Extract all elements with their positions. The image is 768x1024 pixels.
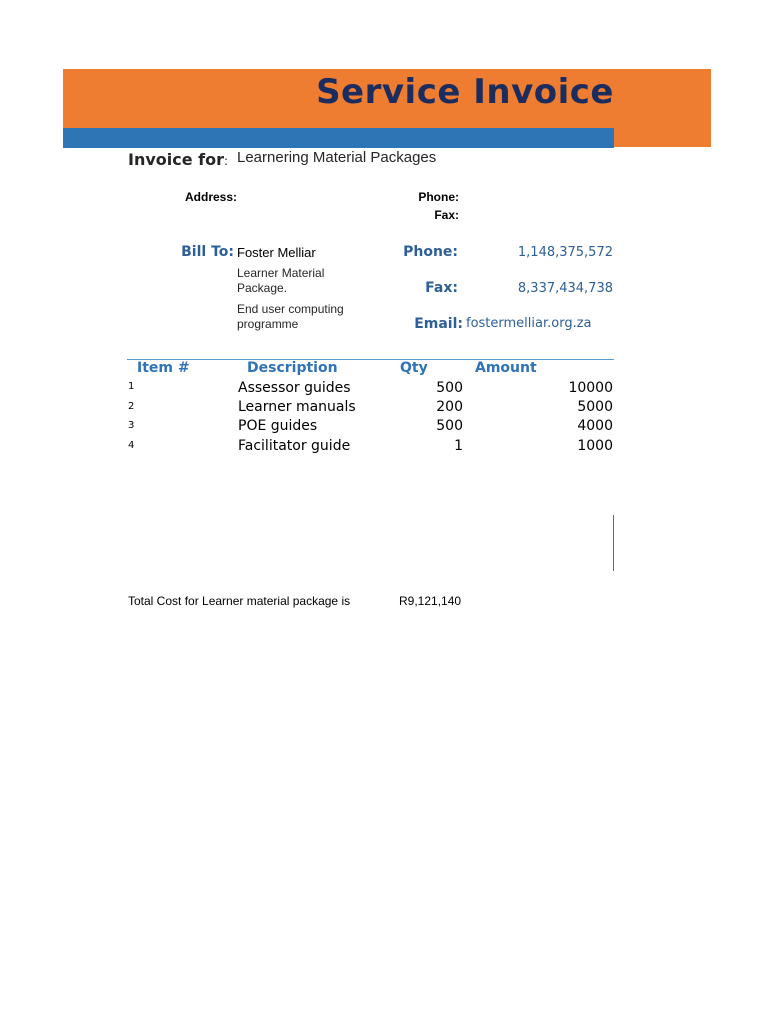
email-label: Email: [414,316,463,332]
row-qty: 200 [436,399,463,415]
bill-to-name: Foster Melliar [237,245,316,260]
row-amount: 10000 [568,380,613,396]
invoice-for-colon: : [224,154,229,168]
row-description: Learner manuals [238,399,356,415]
row-item-number: 2 [128,401,135,412]
col-header-qty: Qty [400,360,428,376]
invoice-for-label: Invoice for: [128,150,229,169]
col-header-amount: Amount [475,360,537,376]
invoice-for-value: Learnering Material Packages [237,149,437,166]
col-header-description: Description [247,360,338,376]
invoice-title: Service Invoice [316,72,614,112]
address-label: Address: [185,190,238,204]
row-description: Facilitator guide [238,438,351,454]
row-item-number: 3 [128,420,135,431]
bill-to-line3b: programme [237,317,299,331]
cell-border-line [613,515,614,571]
bill-to-line3a: End user computing [237,302,344,316]
col-header-item: Item # [137,360,190,376]
company-fax-label: Fax: [434,208,459,222]
row-item-number: 4 [128,440,135,451]
row-item-number: 1 [128,381,135,392]
fax-value: 8,337,434,738 [517,281,613,296]
phone-value: 1,148,375,572 [517,245,613,260]
row-amount: 1000 [577,438,613,454]
fax-label: Fax: [425,280,458,296]
row-qty: 500 [436,380,463,396]
table-header-rule [127,359,614,360]
bill-to-label: Bill To: [181,244,234,260]
row-amount: 4000 [577,418,613,434]
header-accent-strip [63,128,614,148]
total-value: R9,121,140 [399,594,462,608]
total-label: Total Cost for Learner material package is [128,594,351,608]
row-description: POE guides [238,418,318,434]
row-amount: 5000 [577,399,613,415]
phone-label: Phone: [403,244,458,260]
bill-to-line2a: Learner Material [237,266,325,280]
email-value[interactable]: fostermelliar.org.za [466,316,592,331]
company-phone-label: Phone: [418,190,459,204]
row-description: Assessor guides [238,380,351,396]
bill-to-line2b: Package. [237,281,288,295]
row-qty: 1 [454,438,463,454]
row-qty: 500 [436,418,463,434]
